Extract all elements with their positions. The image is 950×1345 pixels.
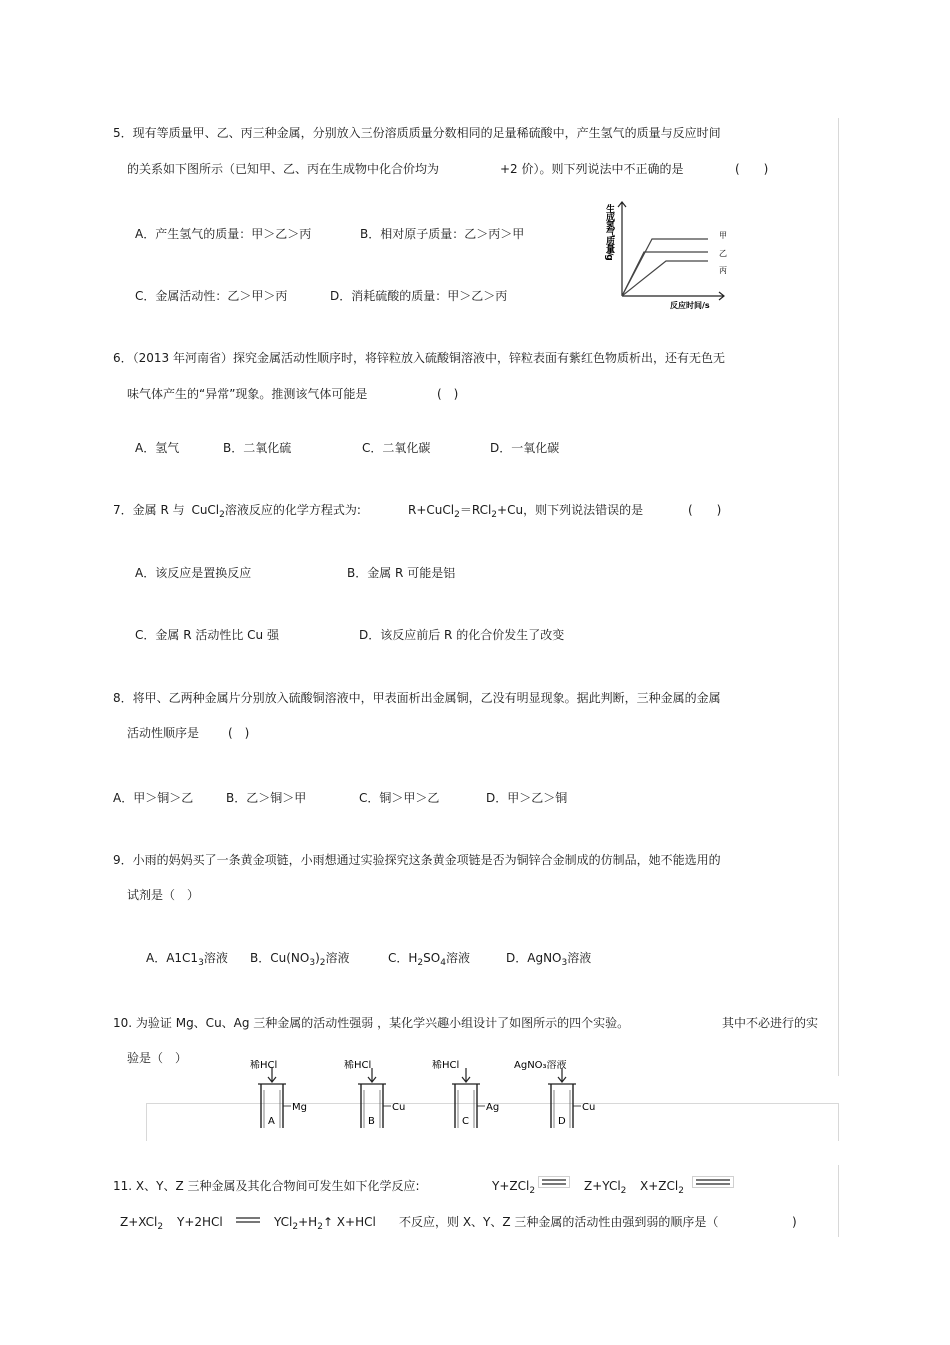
q8-stem-line1: 8．将甲、乙两种金属片分别放入硫酸铜溶液中，甲表面析出金属铜，乙没有明显现象。据此判断，三种金属的金属 — [113, 691, 721, 705]
q9-option-d[interactable]: D．AgNO$_3$溶液 — [506, 951, 592, 968]
q7-answer-paren: ( ) — [688, 503, 722, 517]
tube-d-letter: D — [558, 1116, 566, 1127]
tube-b-reagent: 稀HCl — [344, 1060, 372, 1071]
q5-stem-line1: 5．现有等质量甲、乙、丙三种金属，分别放入三份溶质质量分数相同的足量稀硫酸中，产生氢气的质量与反应时间 — [113, 126, 721, 140]
q10-stem-line1: 10. 为验证 Mg、Cu、Ag 三种金属的活动性强弱 ，某化学兴趣小组设计了如图所示的四个实验。 — [113, 1016, 630, 1030]
q11-reaction1-right: Z+YCl$_2$ — [584, 1179, 627, 1196]
q7-equation: R+CuCl$_2$＝RCl$_2$+Cu，则下列说法错误的是 — [408, 503, 644, 520]
q9-stem-line1: 9．小雨的妈妈买了一条黄金项链，小雨想通过实验探究这条黄金项链是否为铜锌合金制成的仿制品，她不能选用的 — [113, 853, 721, 867]
q11-stem-end: 不反应，则 X、Y、Z 三种金属的活动性由强到弱的顺序是（ — [399, 1215, 719, 1229]
q7-stem-part1: 7．金属 R 与 — [113, 503, 185, 517]
q11-reaction1-left: Y+ZCl$_2$ — [492, 1179, 536, 1196]
graph-y-axis-label: 生成氢气质量/g — [604, 204, 614, 260]
q7-option-b[interactable]: B．金属 R 可能是铝 — [347, 566, 456, 580]
q5-option-b[interactable]: B．相对原子质量：乙＞丙＞甲 — [360, 227, 525, 241]
q11-reaction3-right: $YCl_2+H_2↑$ X+HCl — [274, 1215, 376, 1232]
q5-stem-line2-end: +2 价）。则下列说法中不正确的是 — [500, 162, 684, 176]
q5-stem-line2: 的关系如下图所示（已知甲、乙、丙在生成物中化合价均为 — [127, 162, 440, 176]
q9-option-b[interactable]: B．$Cu(NO_3)_2$溶液 — [250, 951, 350, 968]
q11-equals-sign-1 — [538, 1176, 570, 1188]
q5-option-a[interactable]: A．产生氢气的质量：甲＞乙＞丙 — [135, 227, 312, 241]
q11-reaction3-left: Y+2HCl — [177, 1215, 223, 1229]
q7-stem-part3: ，则下列说法错误的是 — [523, 503, 644, 517]
tube-b-letter: B — [368, 1116, 375, 1127]
series-jia-line — [622, 239, 708, 296]
tube-b-metal: Cu — [392, 1102, 406, 1113]
q6-option-b[interactable]: B．二氧化硫 — [223, 441, 292, 455]
series-label-bing: 丙 — [719, 266, 727, 275]
q6-stem-line2: 味气体产生的“异常”现象。推测该气体可能是 — [127, 387, 368, 401]
series-label-jia: 甲 — [719, 231, 727, 240]
q8-option-a[interactable]: A．甲＞铜＞乙 — [113, 791, 194, 805]
q6-option-d[interactable]: D．一氧化碳 — [490, 441, 560, 455]
tube-d-metal: Cu — [582, 1102, 596, 1113]
q11-stem: 11. X、Y、Z 三种金属及其化合物间可发生如下化学反应: — [113, 1179, 420, 1193]
q10-stem-line2: 验是（ ） — [127, 1051, 188, 1065]
q11-reaction2-right: Z+XCl$_2$ — [120, 1215, 164, 1232]
q10-stem-line1-end: 其中不必进行的实 — [722, 1016, 819, 1030]
right-border-line-bottom — [838, 1165, 839, 1237]
q8-option-b[interactable]: B．乙＞铜＞甲 — [226, 791, 307, 805]
q7-option-d[interactable]: D．该反应前后 R 的化合价发生了改变 — [359, 628, 565, 642]
tube-d-reagent: AgNO₃溶液 — [514, 1060, 567, 1071]
q9-stem-line2: 试剂是（ ） — [127, 888, 200, 902]
series-bing-line — [622, 261, 708, 296]
q8-option-d[interactable]: D．甲＞乙＞铜 — [486, 791, 568, 805]
q7-stem — [113, 502, 361, 518]
q10-test-tube-figure — [240, 1060, 630, 1128]
q8-stem-line2: 活动性顺序是 — [127, 726, 200, 740]
right-border-line-upper — [838, 118, 839, 1076]
series-yi-line — [622, 252, 708, 296]
tube-a-reagent: 稀HCl — [250, 1060, 278, 1071]
q11-equals-sign-2 — [692, 1176, 734, 1188]
q5-hydrogen-graph — [596, 196, 736, 314]
q5-option-d[interactable]: D．消耗硫酸的质量：甲＞乙＞丙 — [330, 289, 508, 303]
graph-x-axis-label: 反应时间/s — [670, 301, 710, 310]
q7-cucl2-formula: CuCl$_2$ — [191, 503, 225, 520]
tube-c-letter: C — [462, 1116, 469, 1127]
q6-answer-paren: ( ) — [437, 387, 459, 401]
tube-a-metal: Mg — [292, 1102, 307, 1113]
q7-option-a[interactable]: A．该反应是置换反应 — [135, 566, 252, 580]
q8-option-c[interactable]: C．铜＞甲＞乙 — [359, 791, 440, 805]
series-label-yi: 乙 — [719, 249, 727, 258]
q7-stem-part2: 溶液反应的化学方程式为: — [224, 503, 361, 517]
right-border-line-lower — [838, 1103, 839, 1141]
tube-c-metal: Ag — [486, 1102, 500, 1113]
q6-stem-line1: 6．（2013 年河南省）探究金属活动性顺序时，将锌粒放入硫酸铜溶液中，锌粒表面有紫红色物质析出，还有无色无 — [113, 351, 725, 365]
q9-option-a[interactable]: A．$A1C1_3$溶液 — [146, 951, 228, 968]
figure-border-left — [146, 1103, 147, 1141]
q8-answer-paren: ( ) — [228, 726, 250, 740]
tube-c-reagent: 稀HCl — [432, 1060, 460, 1071]
q11-answer-paren: ) — [792, 1215, 797, 1229]
q6-option-c[interactable]: C．二氧化碳 — [362, 441, 431, 455]
q6-option-a[interactable]: A．氢气 — [135, 441, 180, 455]
q5-option-c[interactable]: C．金属活动性：乙＞甲＞丙 — [135, 289, 288, 303]
q11-reaction2-left: X+ZCl$_2$ — [640, 1179, 684, 1196]
q9-option-c[interactable]: C．$H_2SO_4$溶液 — [388, 951, 470, 968]
tube-a-letter: A — [268, 1116, 275, 1127]
q11-equals-sign-3 — [232, 1214, 264, 1226]
q7-option-c[interactable]: C．金属 R 活动性比 Cu 强 — [135, 628, 279, 642]
q5-answer-paren: ( ) — [735, 162, 769, 176]
